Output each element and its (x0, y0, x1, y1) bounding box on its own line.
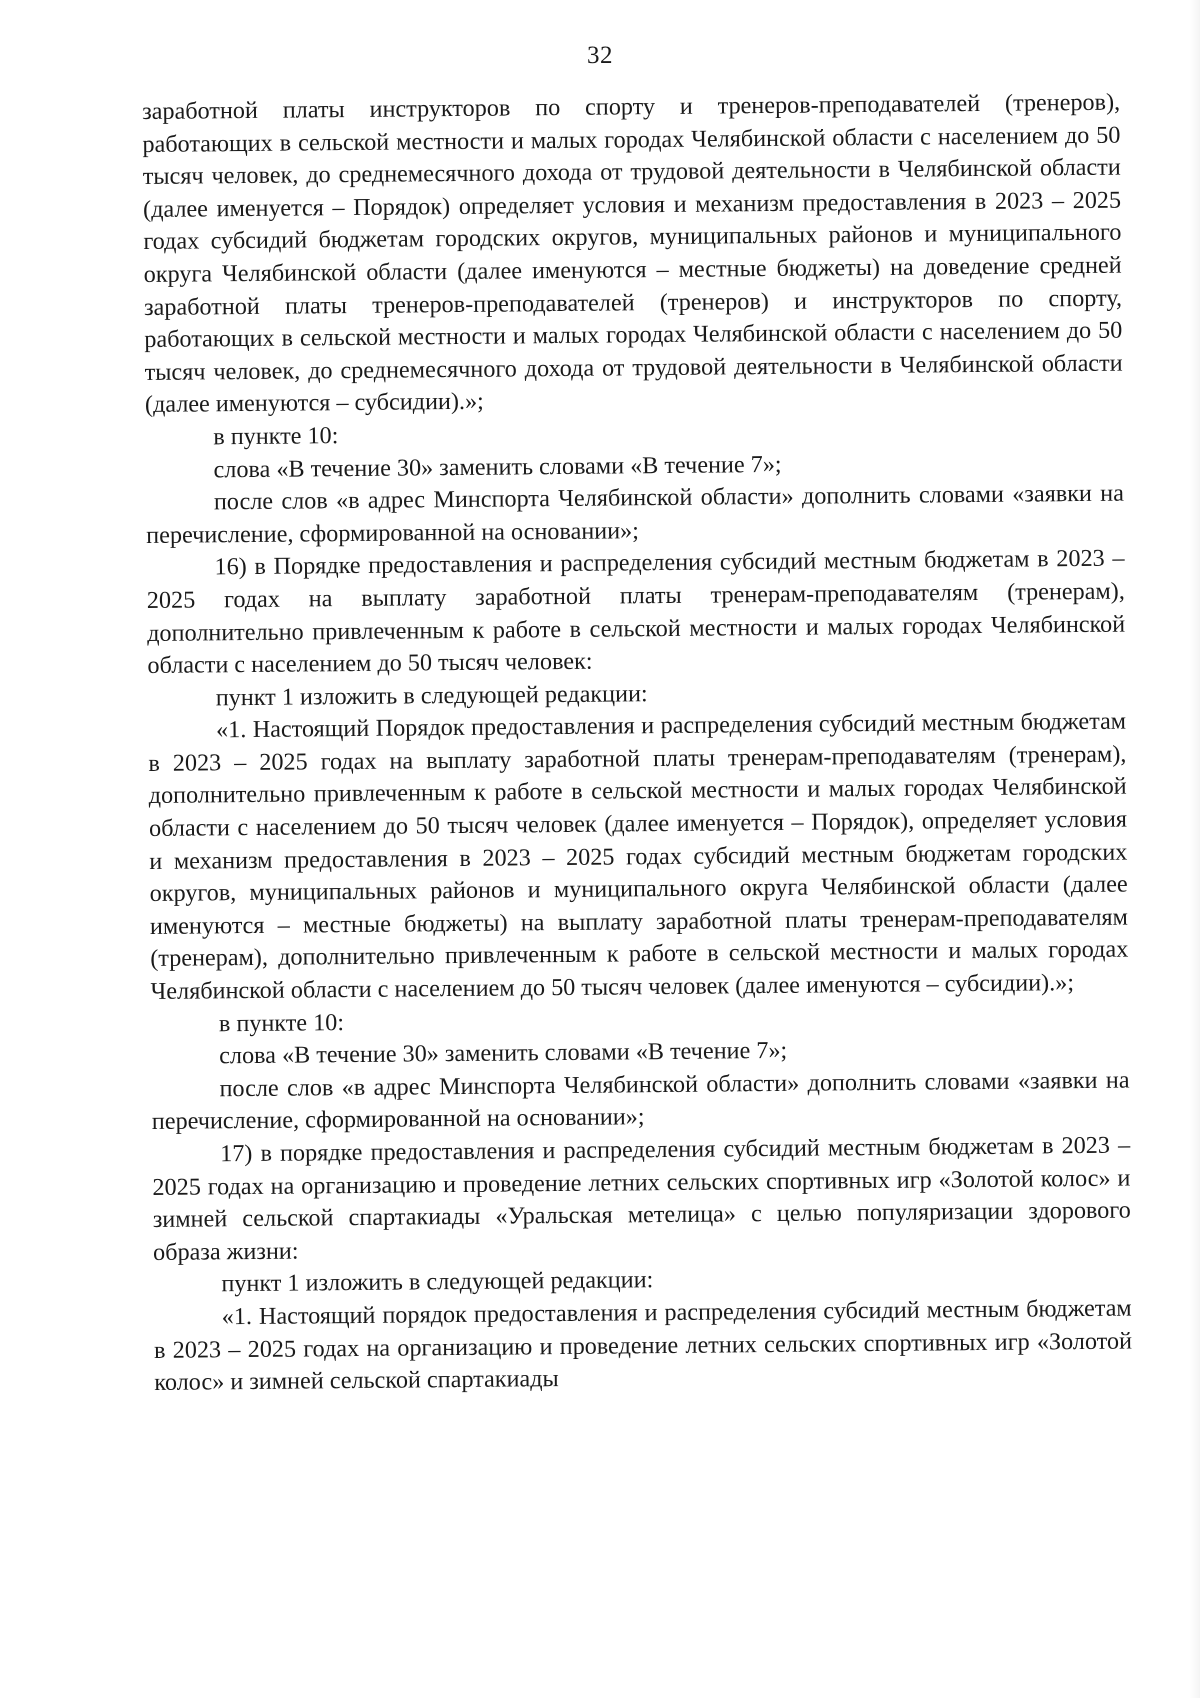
document-body (142, 87, 1132, 1400)
paragraph-point-1-heading-2: пункт 1 изложить в следующей редакции: (221, 1266, 654, 1298)
page-number: 32 (587, 42, 613, 69)
paragraph-point-10-heading-2: в пункте 10: (218, 1008, 345, 1037)
paragraph-continuation: заработной платы инструкторов по спорту и тренеров-преподавателей (тренеров), работающих в сельской местности и малых городах Челябинской области с населением до 50 тысяч человек, до среднемесячного дохода от трудовой деятельности в Челябинской области (далее именуется – Порядок) определяет условия и механизм предоставления в 2023 – 2025 годах субсидий бюджетам городских округов, муниципальных районов и муниципального округа Челябинской области (далее именуются – местные бюджеты) на доведение средней заработной платы тренеров-преподавателей (тренеров) и инструкторов по спорту, работающих в сельской местности и малых городах Челябинской области с населением до 50 тысяч человек, до среднемесячного дохода от трудовой деятельности в Челябинской области (далее именуются – субсидии).»; (142, 88, 1123, 419)
paragraph-item-16: 16) в Порядке предоставления и распределения субсидий местным бюджетам в 2023 – 2025 годах на выплату заработной платы тренерам-преподавателям (тренерам), дополнительно привлеченным к работе в сельской местности и малых городах Челябинской области с населением до 50 тысяч человек: (146, 544, 1126, 680)
scan-edge-shadow (1190, 0, 1200, 1698)
paragraph-replace-words: слова «В течение 30» заменить словами «В течение 7»; (213, 450, 782, 483)
paragraph-point-1-text: «1. Настоящий Порядок предоставления и распределения субсидий местным бюджетам в 2023 – 2025 годах на выплату заработной платы тренерам-преподавателям (тренерам), дополнительно привлеченным к работе в сельской местности и малых городах Челябинской области с населением до 50 тысяч человек (далее именуется – Порядок), определяет условия и механизм предоставления в 2023 – 2025 годах субсидий местным бюджетам городских округов, муниципальных районов и муниципального округа Челябинской области (далее именуются – местные бюджеты) на выплату заработной платы тренерам-преподавателям (тренерам), дополнительно привлеченным к работе в сельской местности и малых городах Челябинской области с населением до 50 тысяч человек (далее именуются – субсидии).»; (148, 707, 1129, 1005)
paragraph-point-1-heading: пункт 1 изложить в следующей редакции: (215, 679, 648, 712)
paragraph-add-words-2: после слов «в адрес Минспорта Челябинской области» дополнить словами «заявки на перечисление, сформированной на основании»; (151, 1066, 1130, 1136)
paragraph-replace-words-2: слова «В течение 30» заменить словами «В течение 7»; (219, 1037, 788, 1070)
paragraph-point-10-heading: в пункте 10: (213, 422, 339, 451)
paragraph-point-1-text-2: «1. Настоящий порядок предоставления и распределения субсидий местным бюджетам в 2023 – 2025 годах на организацию и проведение летних сельских спортивных игр «Золотой колос» и зимней сельской спартакиады (153, 1294, 1133, 1397)
paragraph-add-words: после слов «в адрес Минспорта Челябинской области» дополнить словами «заявки на перечисление, сформированной на основании»; (146, 479, 1124, 549)
paragraph-item-17: 17) в порядке предоставления и распределения субсидий местным бюджетам в 2023 – 2025 годах на организацию и проведение летних сельских спортивных игр «Золотой колос» и зимней сельской спартакиады «Уральская метелица» с целью популяризации здорового образа жизни: (152, 1131, 1131, 1266)
